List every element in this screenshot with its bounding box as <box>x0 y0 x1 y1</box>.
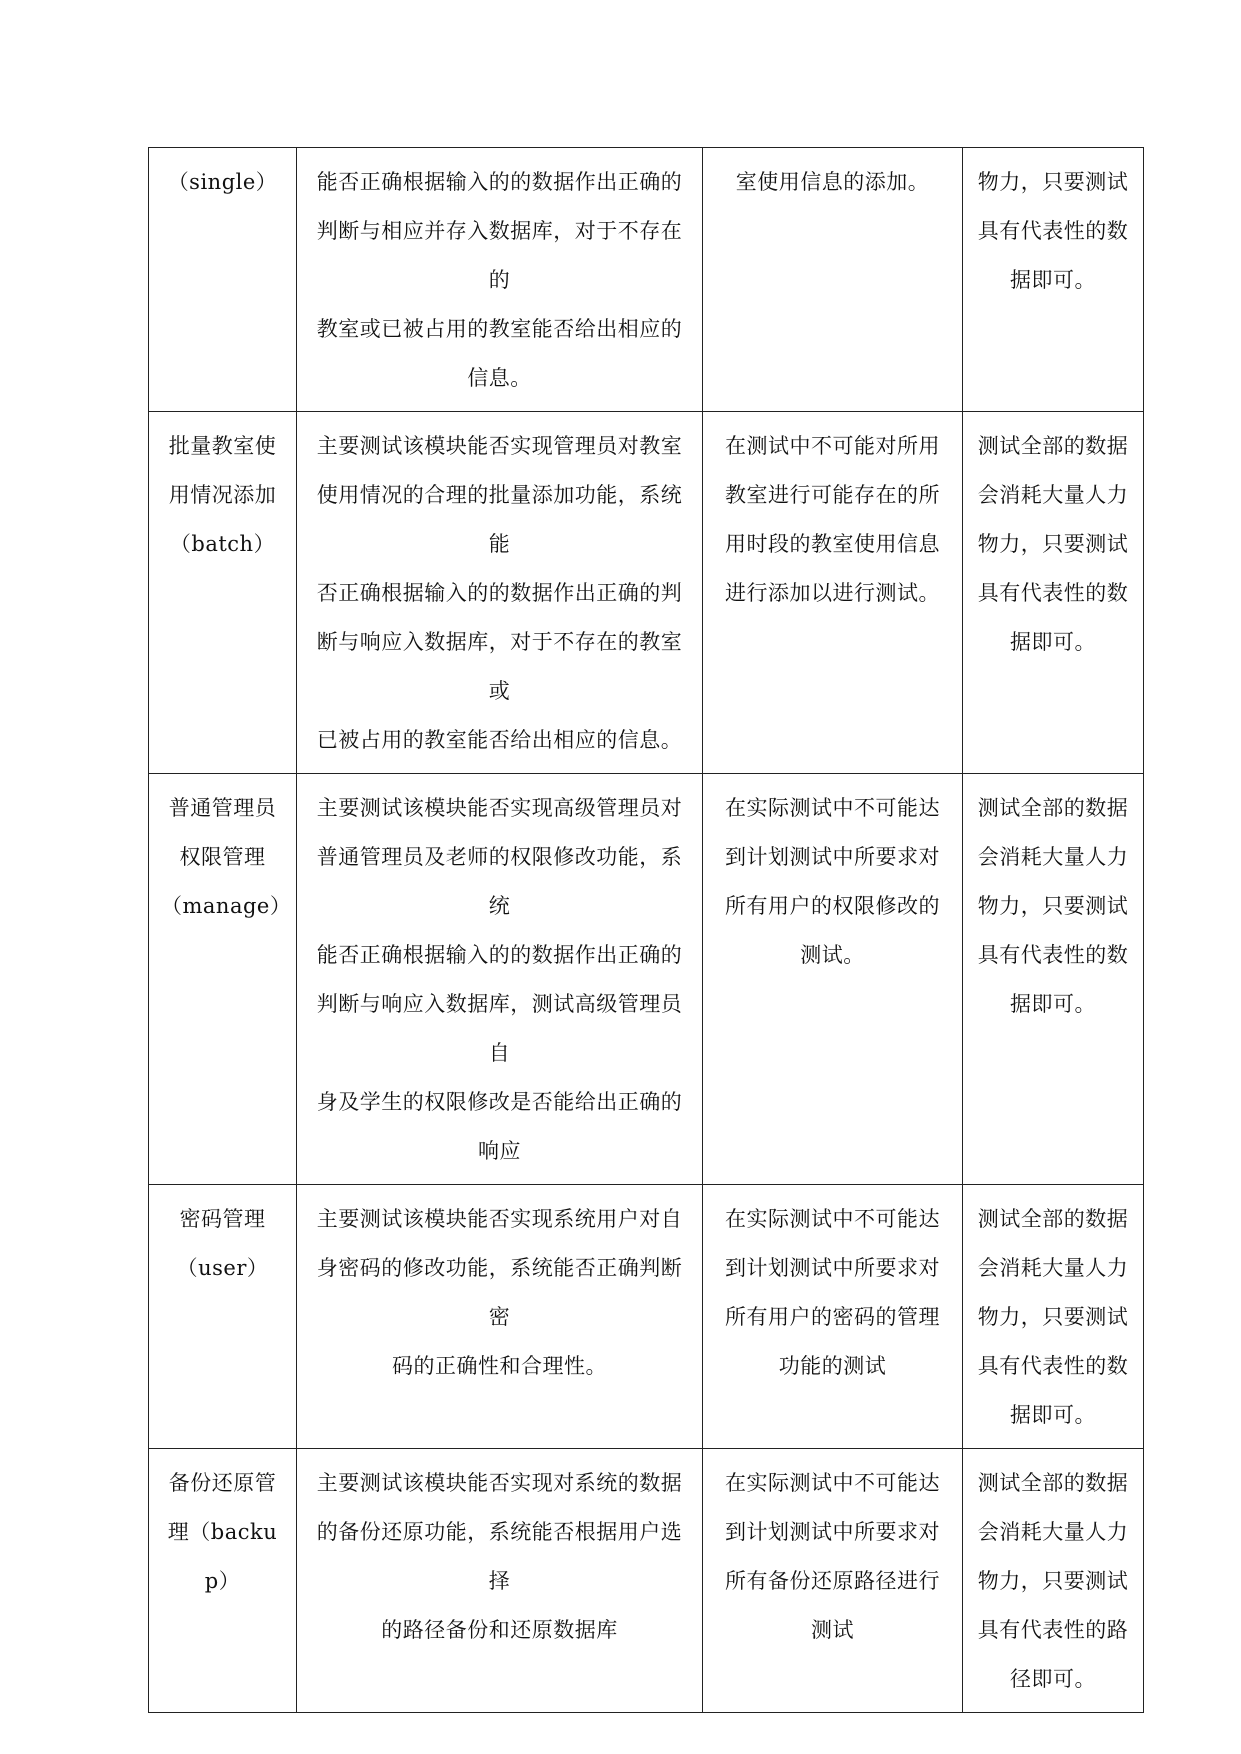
module-cell <box>149 148 297 412</box>
strategy-cell <box>963 148 1144 412</box>
cell-text-line: 普通管理员 <box>168 796 277 820</box>
cell-text-line: 会消耗大量人力 <box>977 1256 1129 1280</box>
cell-text-line: （single） <box>167 170 278 194</box>
limitation-cell <box>703 412 963 774</box>
strategy-cell <box>963 1185 1144 1449</box>
cell-text-line: 用情况添加 <box>168 483 277 507</box>
cell-text-line: 据即可。 <box>1010 630 1096 654</box>
cell-text-line: 功能的测试 <box>778 1354 887 1378</box>
cell-text-line: 据即可。 <box>1010 1403 1096 1427</box>
table-row <box>149 1449 1144 1713</box>
module-cell <box>149 774 297 1185</box>
cell-text-line: 在实际测试中不可能达 <box>725 1207 940 1231</box>
cell-text-line: 到计划测试中所要求对 <box>725 1520 940 1544</box>
strategy-cell <box>963 1449 1144 1713</box>
cell-text-line: 测试全部的数据 <box>977 796 1129 820</box>
cell-text-line: （manage） <box>161 894 292 918</box>
cell-text-line: 已被占用的教室能否给出相应的信息。 <box>316 728 683 752</box>
cell-text-line: 信息。 <box>467 366 532 390</box>
module-cell <box>149 1449 297 1713</box>
cell-text-line: 到计划测试中所要求对 <box>725 1256 940 1280</box>
cell-text-line: 备份还原管 <box>168 1471 277 1495</box>
cell-text-line: 在实际测试中不可能达 <box>725 796 940 820</box>
cell-text-line: 具有代表性的路 <box>977 1618 1129 1642</box>
cell-text-line: 权限管理 <box>179 845 266 869</box>
test-plan-table <box>148 147 1144 1713</box>
cell-text-line: 到计划测试中所要求对 <box>725 845 940 869</box>
strategy-cell <box>963 412 1144 774</box>
cell-text-line: 物力，只要测试 <box>977 1305 1129 1329</box>
cell-text-line: 测试。 <box>800 943 865 967</box>
cell-text-line: （user） <box>176 1256 269 1280</box>
cell-text-line: （batch） <box>169 532 276 556</box>
cell-text-line: 判断与响应入数据库，测试高级管理员自 <box>316 992 683 1065</box>
table-body <box>149 148 1144 1713</box>
cell-text-line: 身密码的修改功能，系统能否正确判断密 <box>316 1256 683 1329</box>
cell-text-line: 批量教室使 <box>168 434 277 458</box>
module-cell <box>149 412 297 774</box>
cell-text-line: 具有代表性的数 <box>977 219 1129 243</box>
cell-text-line: 室使用信息的添加。 <box>735 170 930 194</box>
description-cell <box>297 1185 703 1449</box>
cell-text-line: 测试全部的数据 <box>977 434 1129 458</box>
cell-text-line: 使用情况的合理的批量添加功能，系统能 <box>316 483 683 556</box>
cell-text-line: 在测试中不可能对所用 <box>725 434 940 458</box>
cell-text-line: 径即可。 <box>1010 1667 1096 1691</box>
cell-text-line: 主要测试该模块能否实现对系统的数据 <box>316 1471 683 1495</box>
cell-text-line: 在实际测试中不可能达 <box>725 1471 940 1495</box>
description-cell <box>297 774 703 1185</box>
cell-text-line: 物力，只要测试 <box>977 170 1129 194</box>
cell-text-line: 身及学生的权限修改是否能给出正确的 <box>316 1090 683 1114</box>
cell-text-line: 所有备份还原路径进行 <box>725 1569 940 1593</box>
cell-text-line: 物力，只要测试 <box>977 894 1129 918</box>
limitation-cell <box>703 1185 963 1449</box>
cell-text-line: 所有用户的权限修改的 <box>725 894 940 918</box>
cell-text-line: 所有用户的密码的管理 <box>725 1305 940 1329</box>
cell-text-line: 测试全部的数据 <box>977 1471 1129 1495</box>
cell-text-line: 码的正确性和合理性。 <box>392 1354 607 1378</box>
cell-text-line: 会消耗大量人力 <box>977 1520 1129 1544</box>
cell-text-line: 否正确根据输入的的数据作出正确的判 <box>316 581 683 605</box>
cell-text-line: 主要测试该模块能否实现高级管理员对 <box>316 796 683 820</box>
table-row <box>149 148 1144 412</box>
cell-text-line: 密码管理 <box>179 1207 266 1231</box>
cell-text-line: 测试 <box>811 1618 854 1642</box>
cell-text-line: 具有代表性的数 <box>977 1354 1129 1378</box>
module-cell <box>149 1185 297 1449</box>
cell-text-line: 会消耗大量人力 <box>977 845 1129 869</box>
cell-text-line: 响应 <box>478 1139 521 1163</box>
limitation-cell <box>703 148 963 412</box>
cell-text-line: 进行添加以进行测试。 <box>725 581 940 605</box>
cell-text-line: 据即可。 <box>1010 992 1096 1016</box>
cell-text-line: 主要测试该模块能否实现管理员对教室 <box>316 434 683 458</box>
cell-text-line: 的路径备份和还原数据库 <box>381 1618 618 1642</box>
cell-text-line: 判断与相应并存入数据库，对于不存在的 <box>316 219 683 292</box>
table-row <box>149 1185 1144 1449</box>
limitation-cell <box>703 774 963 1185</box>
cell-text-line: 具有代表性的数 <box>977 581 1129 605</box>
limitation-cell <box>703 1449 963 1713</box>
cell-text-line: 具有代表性的数 <box>977 943 1129 967</box>
cell-text-line: 用时段的教室使用信息 <box>725 532 940 556</box>
cell-text-line: 据即可。 <box>1010 268 1096 292</box>
cell-text-line: 能否正确根据输入的的数据作出正确的 <box>316 943 683 967</box>
cell-text-line: 断与响应入数据库，对于不存在的教室或 <box>316 630 683 703</box>
cell-text-line: 的备份还原功能，系统能否根据用户选择 <box>316 1520 683 1593</box>
table-row <box>149 774 1144 1185</box>
cell-text-line: 测试全部的数据 <box>977 1207 1129 1231</box>
table-row <box>149 412 1144 774</box>
description-cell <box>297 148 703 412</box>
cell-text-line: 能否正确根据输入的的数据作出正确的 <box>316 170 683 194</box>
description-cell <box>297 1449 703 1713</box>
cell-text-line: 理（backup） <box>167 1520 278 1593</box>
cell-text-line: 普通管理员及老师的权限修改功能，系统 <box>316 845 683 918</box>
cell-text-line: 教室进行可能存在的所 <box>725 483 940 507</box>
cell-text-line: 主要测试该模块能否实现系统用户对自 <box>316 1207 683 1231</box>
description-cell <box>297 412 703 774</box>
cell-text-line: 会消耗大量人力 <box>977 483 1129 507</box>
cell-text-line: 教室或已被占用的教室能否给出相应的 <box>316 317 683 341</box>
cell-text-line: 物力，只要测试 <box>977 1569 1129 1593</box>
cell-text-line: 物力，只要测试 <box>977 532 1129 556</box>
strategy-cell <box>963 774 1144 1185</box>
